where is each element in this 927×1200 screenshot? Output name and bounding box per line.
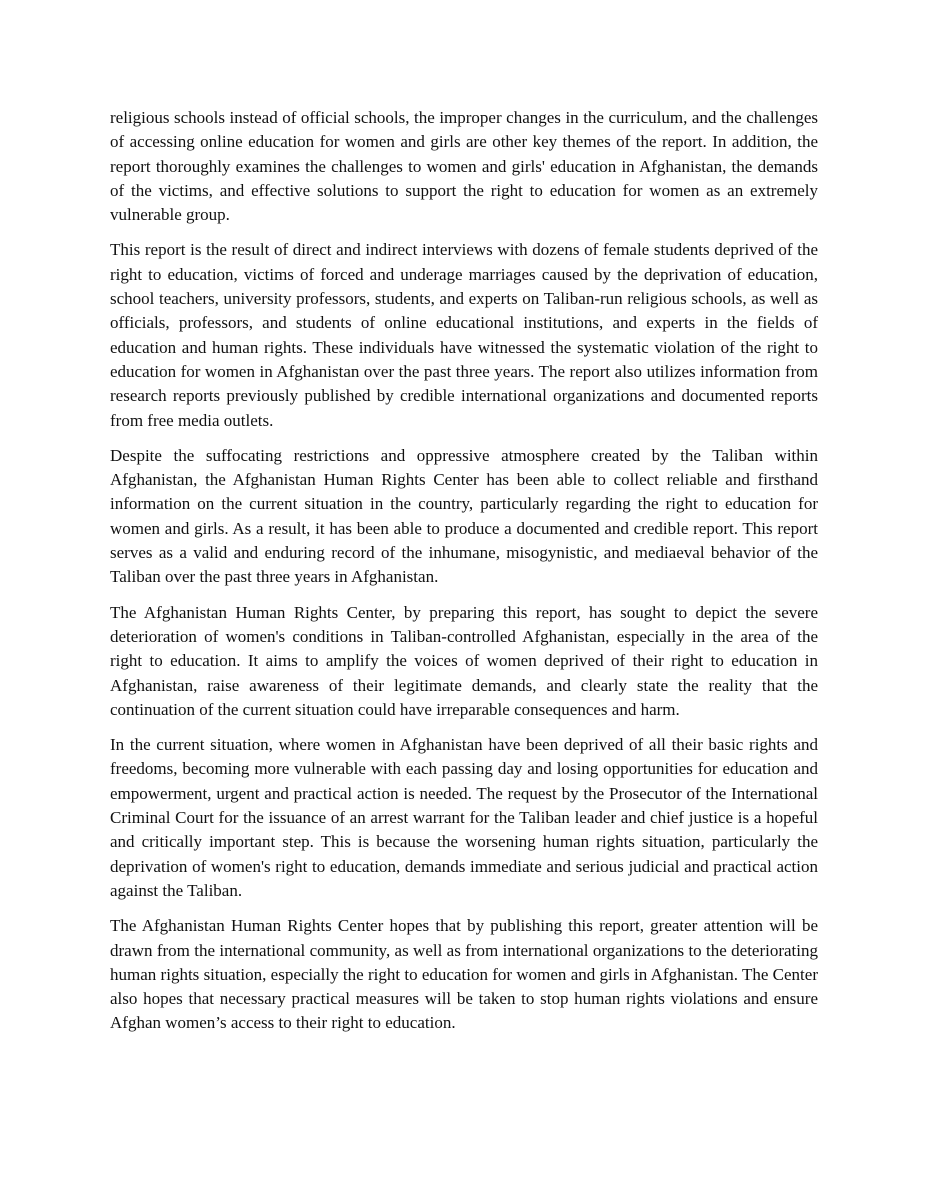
document-page bbox=[110, 106, 818, 1047]
paragraph-3: Despite the suffocating restrictions and oppressive atmosphere created by the Taliban within Afghanistan, the Afghanistan Human Rights Center has been able to collect reliable and firsthand information on the current situation in the country, particularly regarding the right to education for women and girls. As a result, it has been able to produce a documented and credible report. This report serves as a valid and enduring record of the inhumane, misogynistic, and mediaeval behavior of the Taliban over the past three years in Afghanistan. bbox=[110, 445, 818, 587]
paragraph-6: The Afghanistan Human Rights Center hopes that by publishing this report, greater attention will be drawn from the international community, as well as from international organizations to the deteriorating human rights situation, especially the right to education for women and girls in Afghanistan. The Center also hopes that necessary practical measures will be taken to stop human rights violations and ensure Afghan women’s access to their right to education. bbox=[110, 916, 818, 1033]
paragraph-2: This report is the result of direct and indirect interviews with dozens of female students deprived of the right to education, victims of forced and underage marriages caused by the deprivation of education, school teachers, university professors, students, and experts on Taliban-run religious schools, as well as officials, professors, and students of online educational institutions, and experts in the fields of education and human rights. These individuals have witnessed the systematic violation of the right to education for women in Afghanistan over the past three years. The report also utilizes information from research reports previously published by credible international organizations and documented reports from free media outlets. bbox=[110, 240, 818, 430]
paragraph-5: In the current situation, where women in Afghanistan have been deprived of all their basic rights and freedoms, becoming more vulnerable with each passing day and losing opportunities for education and empowerment, urgent and practical action is needed. The request by the Prosecutor of the International Criminal Court for the issuance of an arrest warrant for the Taliban leader and chief justice is a hopeful and critically important step. This is because the worsening human rights situation, particularly the deprivation of women's right to education, demands immediate and serious judicial and practical action against the Taliban. bbox=[110, 735, 818, 900]
paragraph-4: The Afghanistan Human Rights Center, by preparing this report, has sought to depict the severe deterioration of women's conditions in Taliban-controlled Afghanistan, especially in the area of the right to education. It aims to amplify the voices of women deprived of their right to education in Afghanistan, raise awareness of their legitimate demands, and clearly state the reality that the continuation of the current situation could have irreparable consequences and harm. bbox=[110, 602, 818, 719]
paragraph-1: religious schools instead of official schools, the improper changes in the curriculum, and the challenges of accessing online education for women and girls are other key themes of the report. In addition, the report thoroughly examines the challenges to women and girls' education in Afghanistan, the demands of the victims, and effective solutions to support the right to education for women as an extremely vulnerable group. bbox=[110, 108, 818, 225]
